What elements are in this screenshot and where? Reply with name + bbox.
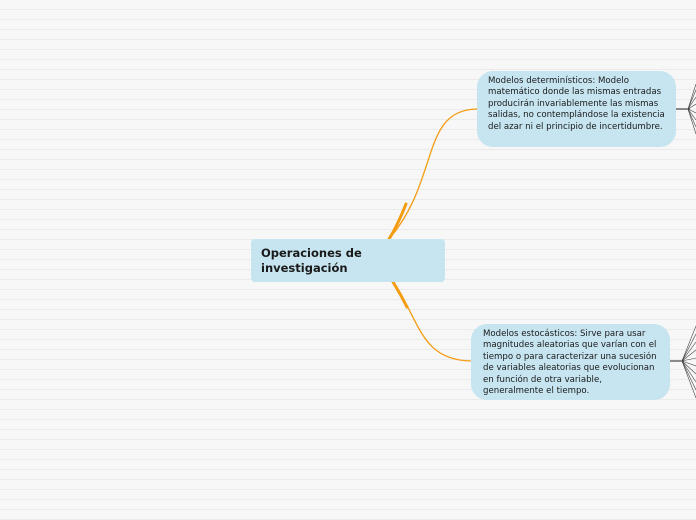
- connector-root-to-deterministic: [389, 109, 477, 239]
- root-topic-node[interactable]: Operaciones de investigación: [251, 239, 445, 282]
- deterministic-subtopic-connectors: [676, 84, 696, 134]
- connector-root-to-stochastic-thick: [393, 282, 407, 307]
- connector-root-to-deterministic-thick: [389, 204, 406, 239]
- connector-root-to-stochastic: [393, 282, 471, 361]
- branch-node-deterministic[interactable]: Modelos determinísticos: Modelo matemático donde las mismas entradas producirán invariablemente las mismas salidas, no contemplándose la existencia del azar ni el principio de incertidumbre.: [477, 71, 676, 147]
- branch-node-stochastic[interactable]: Modelos estocásticos: Sirve para usar magnitudes aleatorias que varían con el tiempo o para caracterizar una sucesión de variables aleatorias que evolucionan en función de otra variable, generalmente el tiempo.: [471, 324, 670, 400]
- stochastic-subtopic-connectors: [670, 326, 696, 398]
